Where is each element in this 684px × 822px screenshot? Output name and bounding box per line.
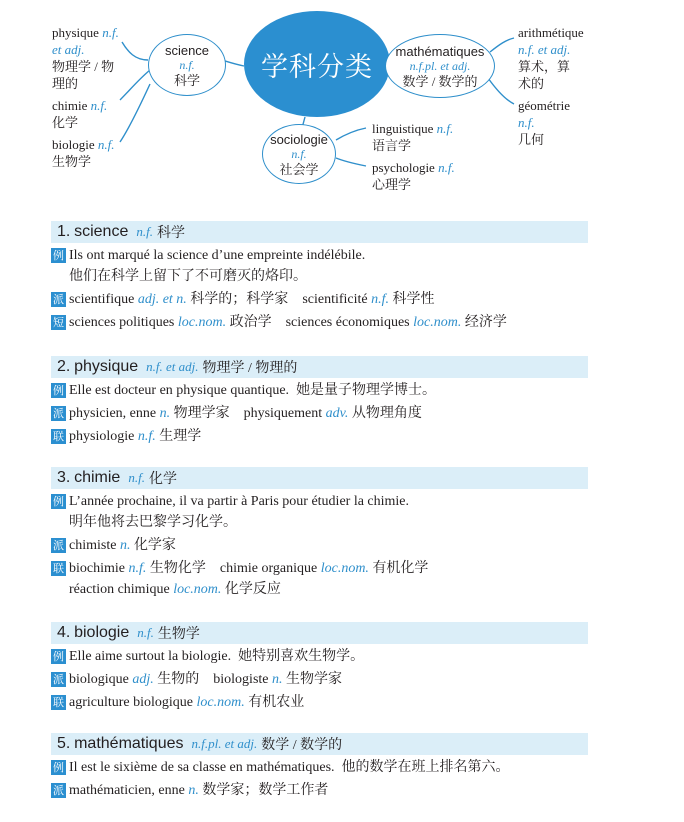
example-line: 例 Elle est docteur en physique quantique. 她是量子物理学博士。 <box>53 383 437 398</box>
phrase-tag: 短 <box>53 316 64 329</box>
derived-line: 派 mathématicien, enne n. 数学家；数学工作者 <box>53 783 329 798</box>
derived-tag: 派 <box>53 407 64 420</box>
entry-header: 2. physique n.f. et adj. 物理学 / 物理的 <box>51 356 588 378</box>
derived-line: 派 physicien, enne n. 物理学家 physiquement adv. 从物理角度 <box>53 406 422 421</box>
related-tag: 联 <box>53 562 64 575</box>
mm-chimie: chimie n.f. 化学 <box>52 98 108 130</box>
entry-science <box>51 221 588 333</box>
example-translation: 他们在科学上留下了不可磨灭的烙印。 <box>69 269 307 284</box>
example-tag: 例 <box>53 249 64 262</box>
mm-biologie: biologie n.f. 生物学 <box>52 137 115 169</box>
phrase-line: 短 sciences politiques loc.nom. 政治学 sciences économiques loc.nom. 经济学 <box>53 315 507 330</box>
example-line: 例 Il est le sixième de sa classe en mathématiques. 他的数学在班上排名第六。 <box>53 760 510 775</box>
derived-line: 派 chimiste n. 化学家 <box>53 538 176 553</box>
mm-arithmetique: arithmétique n.f. et adj. 算术，算 术的 <box>518 25 584 91</box>
entry-biologie <box>51 622 588 713</box>
derived-tag: 派 <box>53 539 64 552</box>
mm-linguistique: linguistique n.f. 语言学 <box>372 121 454 153</box>
bubble-mathematiques: mathématiques n.f.pl. et adj. 数学 / 数学的 <box>385 34 495 98</box>
mm-psychologie: psychologie n.f. 心理学 <box>372 160 455 192</box>
derived-tag: 派 <box>53 293 64 306</box>
entry-header: 3. chimie n.f. 化学 <box>51 467 588 489</box>
related-line: 联 biochimie n.f. 生物化学 chimie organique loc.nom. 有机化学 <box>53 561 429 576</box>
example-line: 例 L’année prochaine, il va partir à Paris pour étudier la chimie. <box>53 494 410 509</box>
bubble-science: science n.f. 科学 <box>148 34 226 96</box>
related-tag: 联 <box>53 430 64 443</box>
entry-header: 1. science n.f. 科学 <box>51 221 588 243</box>
mm-geometrie: géométrie n.f. 几何 <box>518 98 570 147</box>
entry-header: 5. mathématiques n.f.pl. et adj. 数学 / 数学的 <box>51 733 588 755</box>
derived-tag: 派 <box>53 784 64 797</box>
related-line: 联 physiologie n.f. 生理学 <box>53 429 202 444</box>
entry-physique <box>51 356 588 447</box>
example-line: 例 Elle aime surtout la biologie. 她特别喜欢生物学。 <box>53 649 365 664</box>
example-line: 例 Ils ont marqué la science d’une empreinte indélébile. <box>53 248 366 263</box>
related-line-cont: réaction chimique loc.nom. 化学反应 <box>69 582 281 597</box>
entry-header: 4. biologie n.f. 生物学 <box>51 622 588 644</box>
example-translation: 明年他将去巴黎学习化学。 <box>69 515 237 530</box>
example-tag: 例 <box>53 384 64 397</box>
derived-line: 派 biologique adj. 生物的 biologiste n. 生物学家 <box>53 672 343 687</box>
mm-physique: physique n.f. et adj. 物理学 / 物 理的 <box>52 25 119 91</box>
derived-tag: 派 <box>53 673 64 686</box>
bubble-sociologie: sociologie n.f. 社会学 <box>262 124 336 184</box>
mindmap-center: 学科分类 <box>244 11 390 117</box>
example-tag: 例 <box>53 495 64 508</box>
entry-chimie <box>51 467 588 600</box>
derived-line: 派 scientifique adj. et n. 科学的；科学家 scientificité n.f. 科学性 <box>53 292 435 307</box>
related-line: 联 agriculture biologique loc.nom. 有机农业 <box>53 695 305 710</box>
example-tag: 例 <box>53 650 64 663</box>
example-tag: 例 <box>53 761 64 774</box>
related-tag: 联 <box>53 696 64 709</box>
entry-mathematiques <box>51 733 588 801</box>
